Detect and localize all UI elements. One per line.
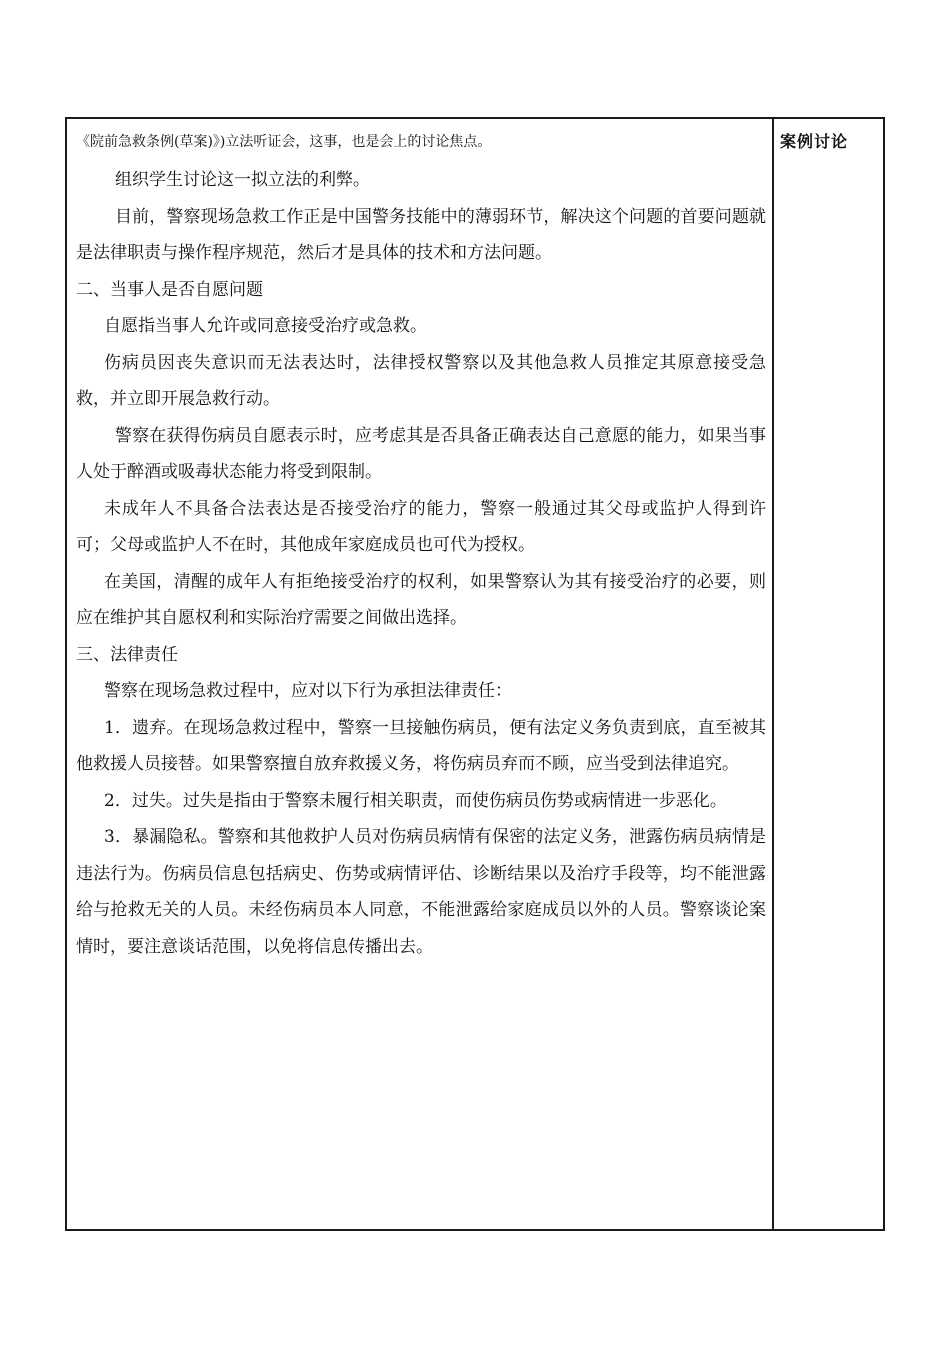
paragraph-privacy: 3．暴漏隐私。警察和其他救护人员对伤病员病情有保密的法定义务，泄露伤病员病情是违法行为。伤病员信息包括病史、伤势或病情评估、诊断结果以及治疗手段等，均不能泄露给与抢救无关的人员。未经伤病员本人同意，不能泄露给家庭成员以外的人员。警察谈论案情时，要注意谈话范围，以免将信息传播出去。 <box>76 827 766 957</box>
side-label: 案例讨论 <box>780 132 849 151</box>
paragraph-liability-intro: 警察在现场急救过程中，应对以下行为承担法律责任： <box>104 681 512 701</box>
main-content <box>76 128 766 965</box>
paragraph-discussion-task: 组织学生讨论这一拟立法的利弊。 <box>115 170 370 190</box>
paragraph-minors: 未成年人不具备合法表达是否接受治疗的能力，警察一般通过其父母或监护人得到许可；父母或监护人不在时，其他成年家庭成员也可代为授权。 <box>76 498 766 555</box>
paragraph-consent-definition: 自愿指当事人允许或同意接受治疗或急救。 <box>104 316 427 336</box>
column-divider <box>772 117 774 1231</box>
paragraph-abandonment: 1．遗弃。在现场急救过程中，警察一旦接触伤病员，便有法定义务负责到底，直至被其他救援人员接替。如果警察擅自放弃救援义务，将伤病员弃而不顾，应当受到法律追究。 <box>76 717 766 774</box>
paragraph-implied-consent: 伤病员因丧失意识而无法表达时，法律授权警察以及其他急救人员推定其原意接受急救，并立即开展急救行动。 <box>76 352 766 409</box>
paragraph-usa: 在美国，清醒的成年人有拒绝接受治疗的权利，如果警察认为其有接受治疗的必要，则应在维护其自愿权利和实际治疗需要之间做出选择。 <box>76 571 766 628</box>
paragraph-current-status: 目前，警察现场急救工作正是中国警务技能中的薄弱环节，解决这个问题的首要问题就是法律职责与操作程序规范，然后才是具体的技术和方法问题。 <box>76 206 766 263</box>
paragraph-capacity: 警察在获得伤病员自愿表示时，应考虑其是否具备正确表达自己意愿的能力，如果当事人处于醉酒或吸毒状态能力将受到限制。 <box>76 425 766 482</box>
section-heading-liability: 三、法律责任 <box>76 644 178 665</box>
section-heading-consent: 二、当事人是否自愿问题 <box>76 279 263 300</box>
paragraph-intro: 《院前急救条例(草案)》)立法听证会，这事，也是会上的讨论焦点。 <box>76 134 492 150</box>
paragraph-negligence: 2．过失。过失是指由于警察未履行相关职责，而使伤病员伤势或病情进一步恶化。 <box>104 790 727 811</box>
